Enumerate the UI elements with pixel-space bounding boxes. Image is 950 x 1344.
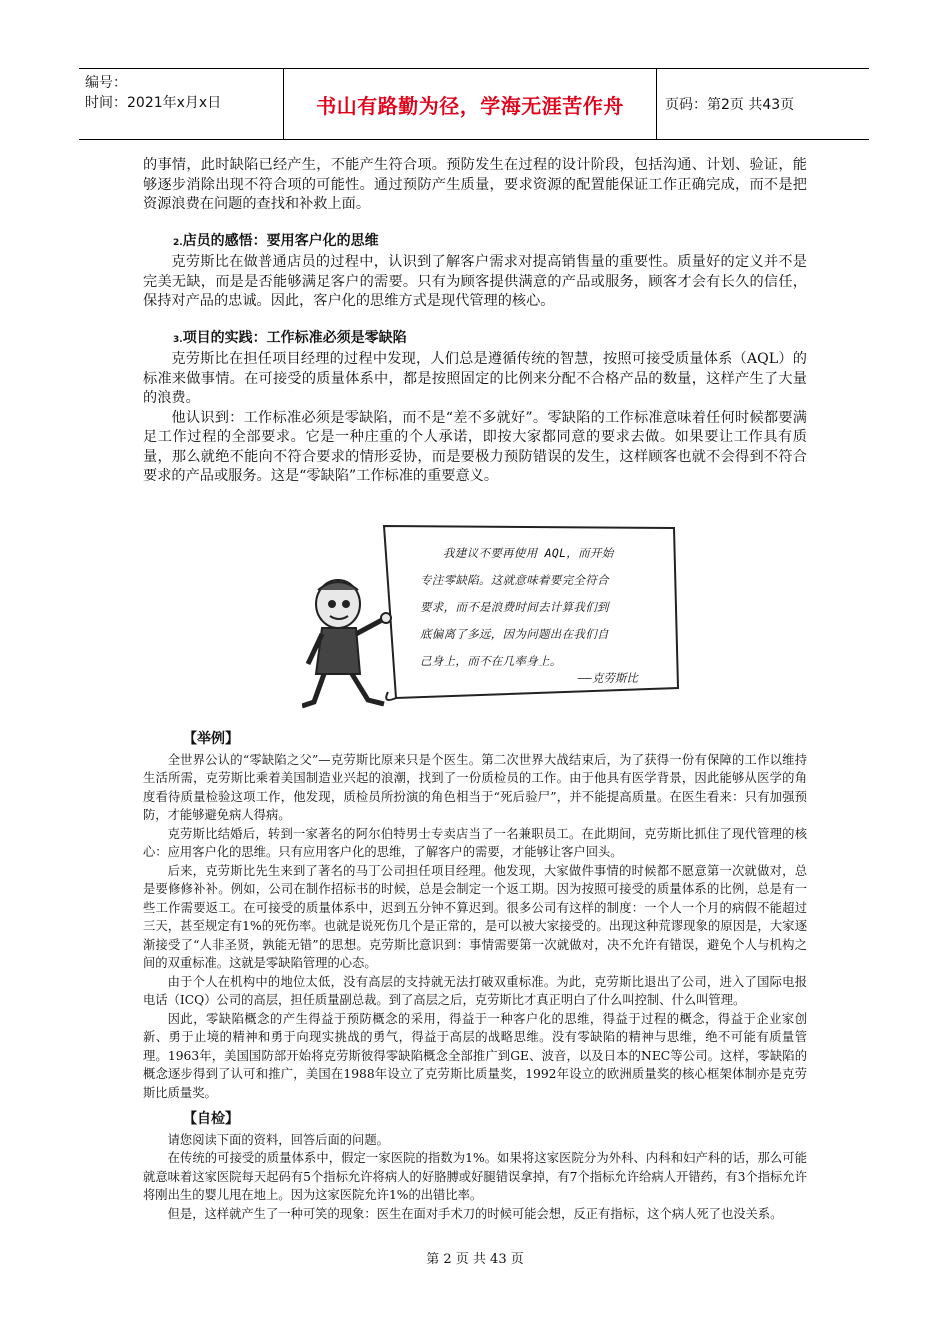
quote-sign-curl	[386, 692, 396, 700]
section-2-paragraph: 克劳斯比在做普通店员的过程中，认识到了解客户需求对提高销售量的重要性。质量好的定义并不是完美无缺，而是是否能够满足客户的需要。只有为顾客提供满意的产品或服务，顾客才会有长久的信任，保持对产品的忠诚。因此，客户化的思维方式是现代管理的核心。	[143, 254, 807, 309]
selfcheck-paragraph: 在传统的可接受的质量体系中，假定一家医院的指数为1%。如果将这家医院分为外科、内科和妇产科的话，那么可能就意味着这家医院每天起码有5个指标允许将病人的好胳膊或好腿错误拿掉，有7个指标允许给病人开错药，有3个指标允许将刚出生的婴儿甩在地上。因为这家医院允许1%的出错比率。	[143, 1151, 807, 1202]
quote-line: 己身上，而不在几率身上。	[420, 654, 562, 668]
example-paragraph: 因此，零缺陷概念的产生得益于预防概念的采用，得益于一种客户化的思维，得益于过程的概念，得益于企业家创新、勇于止境的精神和勇于向现实挑战的勇气，得益于高层的战略思维。没有零缺陷的精神与思维，绝不可能有质量管理。1963年，美国国防部开始将克劳斯彼得零缺陷概念全部推广到GE、波音，以及日本的NEC等公司。这样，零缺陷的概念逐步得到了认可和推广，美国在1988年设立了克劳斯比质量奖，1992年设立的欧洲质量奖的核心框架体制亦是克劳斯比质量奖。	[143, 1011, 807, 1100]
page-footer: 第 2 页 共 43 页	[426, 1252, 524, 1267]
header-page-info: 页码：第2页 共43页	[665, 97, 795, 113]
page-header	[79, 68, 869, 140]
selfcheck-section	[143, 1110, 807, 1223]
quote-line: 我建议不要再使用 AQL，而开始	[443, 546, 614, 560]
section-heading-3: 项目的实践：工作标准必须是零缺陷	[182, 329, 407, 346]
example-paragraph: 克劳斯比结婚后，转到一家著名的阿尔伯特男士专卖店当了一名兼职员工。在此期间，克劳斯比抓住了现代管理的核心：应用客户化的思维。只有应用客户化的思维，了解客户的需要，才能够让客户回头。	[143, 826, 807, 859]
section-3-paragraph-1: 克劳斯比在担任项目经理的过程中发现，人们总是遵循传统的智慧，按照可接受质量体系（AQL）的标准来做事情。在可接受的质量体系中，都是按照固定的比例来分配不合格产品的数量，这样产生了大量的浪费。	[143, 351, 807, 406]
example-paragraph: 由于个人在机构中的地位太低，没有高层的支持就无法打破双重标准。为此，克劳斯比退出了公司，进入了国际电报电话（ICQ）公司的高层，担任质量副总裁。到了高层之后，克劳斯比才真正明白了什么叫控制、什么叫管理。	[143, 974, 807, 1007]
section-heading-2: 店员的感悟：要用客户化的思维	[182, 232, 379, 249]
example-section	[143, 730, 807, 1102]
selfcheck-paragraph: 请您阅读下面的资料，回答后面的问题。	[167, 1132, 389, 1147]
quote-line: 底偏离了多远，因为问题出在我们自	[420, 627, 609, 641]
example-heading: 【举例】	[183, 731, 239, 747]
example-paragraph: 全世界公认的“零缺陷之父”—克劳斯比原来只是个医生。第二次世界大战结束后，为了获得一份有保障的工作以维持生活所需，克劳斯比乘着美国制造业兴起的浪潮，找到了一份质检员的工作。由于他具有医学背景，因此能够从医学的角度看待质量检验这项工作，他发现，质检员所扮演的角色相当于“死后验尸”，并不能提高质量。在医生看来：只有加强预防，才能够避免病人得病。	[143, 752, 807, 822]
quote-line: 专注零缺陷。这就意味着要完全符合	[420, 573, 609, 587]
section-title-2	[143, 232, 807, 254]
section-number-3: 3.	[173, 334, 183, 345]
paragraph-continued: 的事情，此时缺陷已经产生，不能产生符合项。预防发生在过程的设计阶段，包括沟通、计划、验证，能够逐步消除出现不符合项的可能性。通过预防产生质量，要求资源的配置能保证工作正确完成，而不是把资源浪费在问题的查找和补救上面。	[143, 157, 807, 212]
header-time: 时间：2021年x月x日	[85, 95, 222, 111]
header-number: 编号：	[85, 75, 127, 91]
section-title-3	[143, 329, 807, 351]
quote-author: ——克劳斯比	[578, 671, 638, 685]
section-number-2: 2.	[173, 237, 183, 248]
quote-line: 要求，而不是浪费时间去计算我们到	[420, 600, 609, 614]
selfcheck-heading: 【自检】	[183, 1111, 239, 1127]
main-text	[143, 156, 807, 487]
quote-text	[420, 540, 670, 675]
man-figure	[302, 580, 391, 706]
header-slogan: 书山有路勤为径，学海无涯苦作舟	[284, 69, 657, 139]
selfcheck-paragraph: 但是，这样就产生了一种可笑的现象：医生在面对手术刀的时候可能会想，反正有指标，这个病人死了也没关系。	[167, 1206, 783, 1221]
example-paragraph: 后来，克劳斯比先生来到了著名的马丁公司担任项目经理。他发现，大家做件事情的时候都不愿意第一次就做对，总是要修修补补。例如，公司在制作招标书的时候，总是会制定一个返工期。因为按照可接受的质量体系的比例，总是有一些工作需要返工。在可接受的质量体系中，迟到五分钟不算迟到。很多公司有这样的制度：一个人一个月的病假不能超过三天，甚至规定有1%的死伤率。也就是说死伤几个是正常的，是可以被大家接受的。出现这种荒谬现象的原因是，大家逐渐接受了“人非圣贤，孰能无错”的思想。克劳斯比意识到：事情需要第一次就做对，决不允许有错误，避免个人与机构之间的双重标准。这就是零缺陷管理的心态。	[143, 863, 807, 970]
section-3-paragraph-2: 他认识到：工作标准必须是零缺陷，而不是“差不多就好”。零缺陷的工作标准意味着任何时候都要满足工作过程的全部要求。它是一种庄重的个人承诺，即按大家都同意的要求去做。如果要让工作具有质量，那么就绝不能向不符合要求的情形妥协，而是要极力预防错误的发生，这样顾客也就不会得到不符合要求的产品或服务。这是“零缺陷”工作标准的重要意义。	[143, 409, 807, 484]
header-meta	[79, 69, 284, 139]
